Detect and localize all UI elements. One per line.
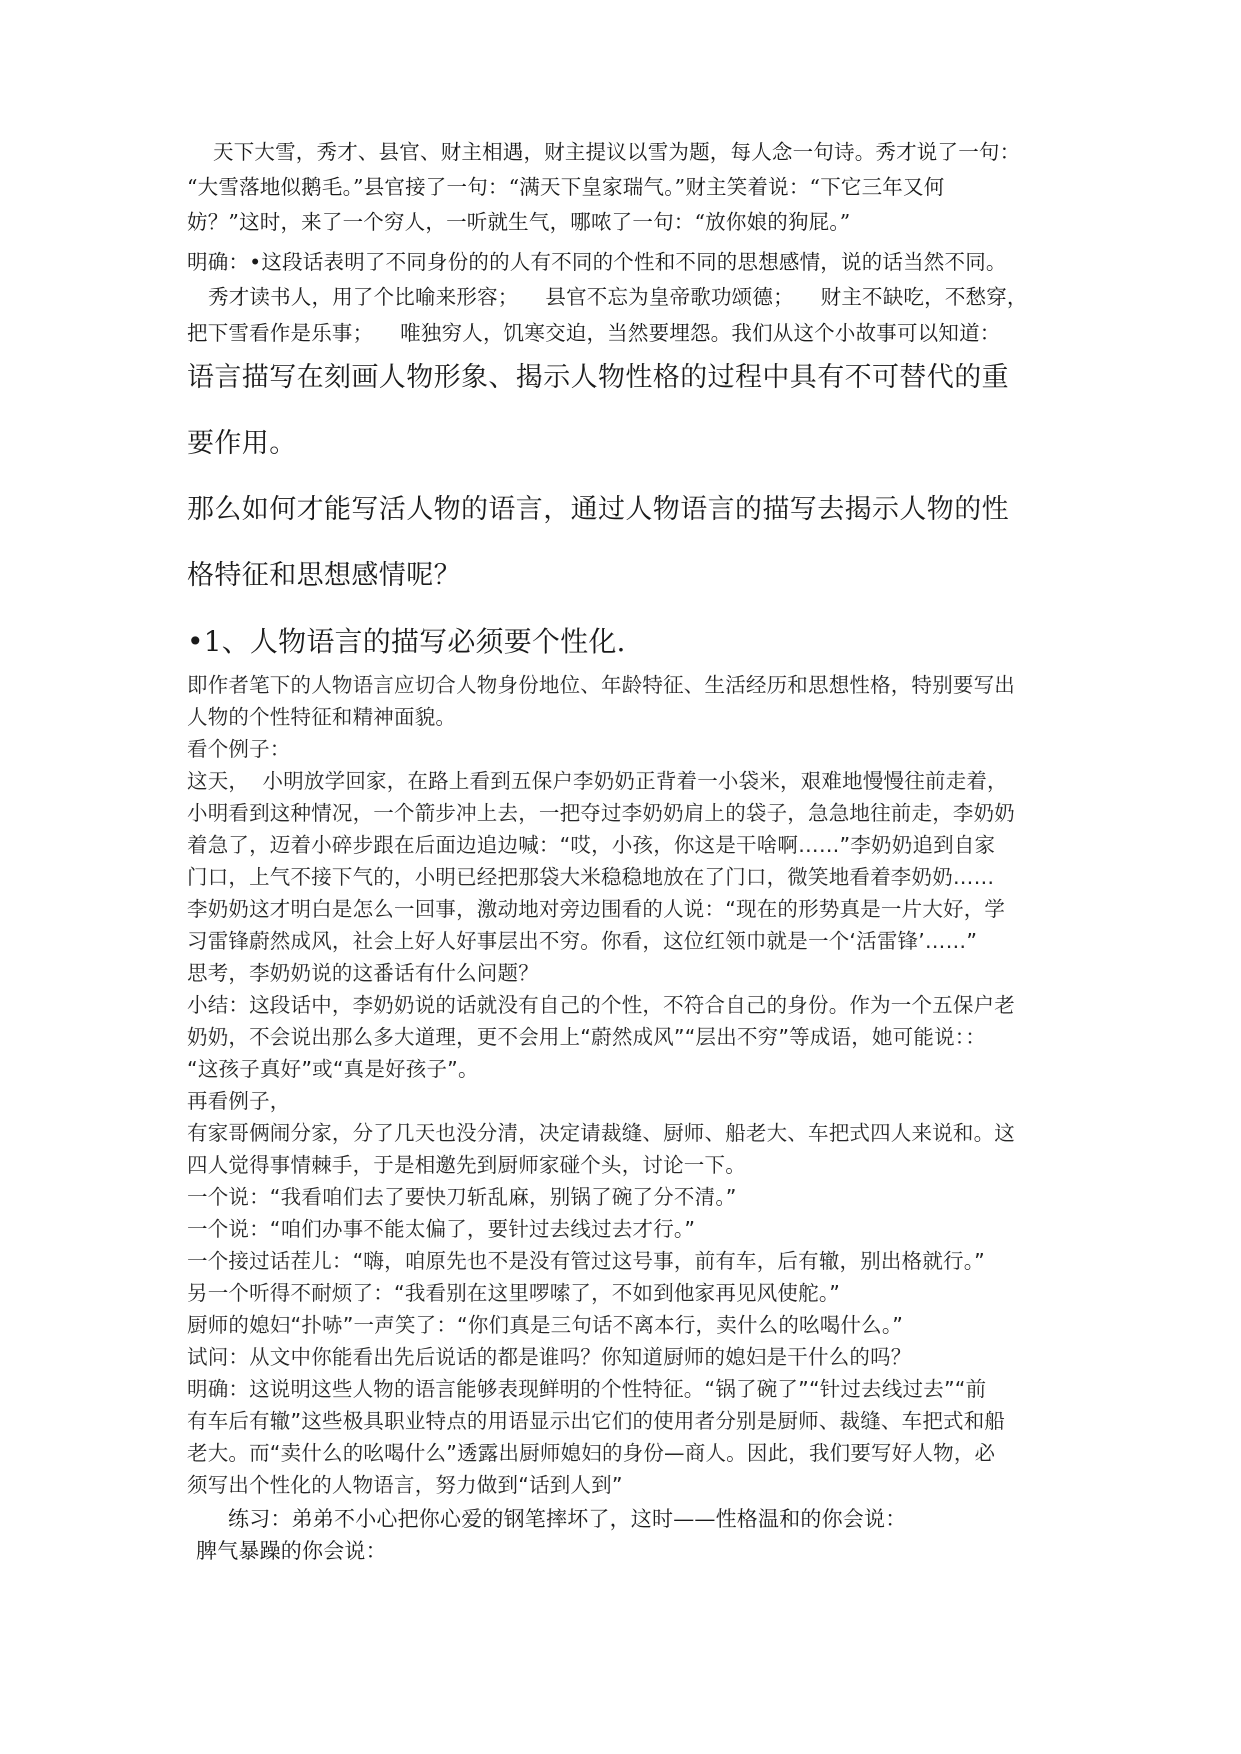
intro-line: 把下雪看作是乐事； 唯独穷人，饥寒交迫，当然要埋怨。我们从这个小故事可以知道： (187, 321, 1001, 345)
body-line: 再看例子， (187, 1089, 291, 1113)
practice-line: 脾气暴躁的你会说： (196, 1539, 387, 1563)
body-line: 看个例子： (187, 737, 291, 761)
body-line: 思考，李奶奶说的这番话有什么问题？ (187, 961, 539, 985)
conclusion-line: 语言描写在刻画人物形象、揭示人物性格的过程中具有不可替代的重 (187, 362, 1009, 393)
body-line: 一个说：“我看咱们去了要快刀斩乱麻，别锅了碗了分不清。” (187, 1185, 737, 1209)
intro-line: 明确：•这段话表明了不同身份的的人有不同的个性和不同的思想感情，说的话当然不同。 (187, 250, 1007, 274)
body-line: “这孩子真好”或“真是好孩子”。 (187, 1057, 479, 1081)
body-line: 李奶奶这才明白是怎么一回事，激动地对旁边围看的人说：“现在的形势真是一片大好，学 (187, 897, 1006, 921)
conclusion-line: 那么如何才能写活人物的语言，通过人物语言的描写去揭示人物的性 (187, 494, 1009, 525)
intro-line: 秀才读书人，用了个比喻来形容； 县官不忘为皇帝歌功颂德； 财主不缺吃，不愁穿， (208, 285, 1028, 309)
conclusion-line: 要作用。 (187, 428, 297, 459)
body-line: 奶奶，不会说出那么多大道理，更不会用上“蔚然成风”“层出不穷”等成语，她可能说：： (187, 1025, 986, 1049)
body-line: 即作者笔下的人物语言应切合人物身份地位、年龄特征、生活经历和思想性格，特别要写出 (187, 673, 1015, 697)
body-line: 老大。而“卖什么的吆喝什么”透露出厨师媳妇的身份—商人。因此，我们要写好人物，必 (187, 1441, 996, 1465)
body-line: 有车后有辙”这些极具职业特点的用语显示出它们的使用者分别是厨师、裁缝、车把式和船 (187, 1409, 1006, 1433)
body-line: 门口，上气不接下气的，小明已经把那袋大米稳稳地放在了门口，微笑地看着李奶奶…… (187, 865, 995, 889)
body-line: 另一个听得不耐烦了：“我看别在这里啰嗦了，不如到他家再见风使舵。” (187, 1281, 841, 1305)
intro-line: 妨？”这时，来了一个穷人，一听就生气，哪哝了一句：“放你娘的狗屁。” (187, 210, 851, 234)
body-line: 试问：从文中你能看出先后说话的都是谁吗？你知道厨师的媳妇是干什么的吗？ (187, 1345, 912, 1369)
body-line: 小结：这段话中，李奶奶说的话就没有自己的个性，不符合自己的身份。作为一个五保户老 (187, 993, 1015, 1017)
intro-line: “大雪落地似鹅毛。”县官接了一句：“满天下皇家瑞气。”财主笑着说：“下它三年又何 (187, 175, 945, 199)
body-line: 一个接过话茬儿：“嗨，咱原先也不是没有管过这号事，前有车，后有辙，别出格就行。” (187, 1249, 985, 1273)
intro-line: 天下大雪，秀才、县官、财主相遇，财主提议以雪为题，每人念一句诗。秀才说了一句： (213, 140, 1021, 164)
body-line: 小明看到这种情况，一个箭步冲上去，一把夺过李奶奶肩上的袋子，急急地往前走，李奶奶 (187, 801, 1015, 825)
body-line: 人物的个性特征和精神面貌。 (187, 705, 457, 729)
body-line: 着急了，迈着小碎步跟在后面边追边喊：“哎，小孩，你这是干啥啊……”李奶奶追到自家 (187, 833, 996, 857)
body-line: 这天， 小明放学回家，在路上看到五保户李奶奶正背着一小袋米，艰难地慢慢往前走着， (187, 769, 1008, 793)
conclusion-line: 格特征和思想感情呢？ (187, 560, 461, 591)
body-line: 四人觉得事情棘手，于是相邀先到厨师家碰个头，讨论一下。 (187, 1153, 746, 1177)
body-line: 厨师的媳妇“扑哧”一声笑了：“你们真是三句话不离本行，卖什么的吆喝什么。” (187, 1313, 904, 1337)
body-line: 有家哥俩闹分家，分了几天也没分清，决定请裁缝、厨师、船老大、车把式四人来说和。这 (187, 1121, 1015, 1145)
section-heading: •1、人物语言的描写必须要个性化. (187, 625, 626, 658)
body-line: 明确：这说明这些人物的语言能够表现鲜明的个性特征。“锅了碗了”“针过去线过去”“前 (187, 1377, 987, 1401)
practice-line: 练习：弟弟不小心把你心爱的钢笔摔坏了，这时——性格温和的你会说： (228, 1507, 907, 1531)
body-line: 习雷锋蔚然成风，社会上好人好事层出不穷。你看，这位红领巾就是一个‘活雷锋’……” (187, 929, 978, 953)
body-line: 须写出个性化的人物语言，努力做到“话到人到” (187, 1473, 623, 1497)
body-line: 一个说：“咱们办事不能太偏了，要针过去线过去才行。” (187, 1217, 696, 1241)
